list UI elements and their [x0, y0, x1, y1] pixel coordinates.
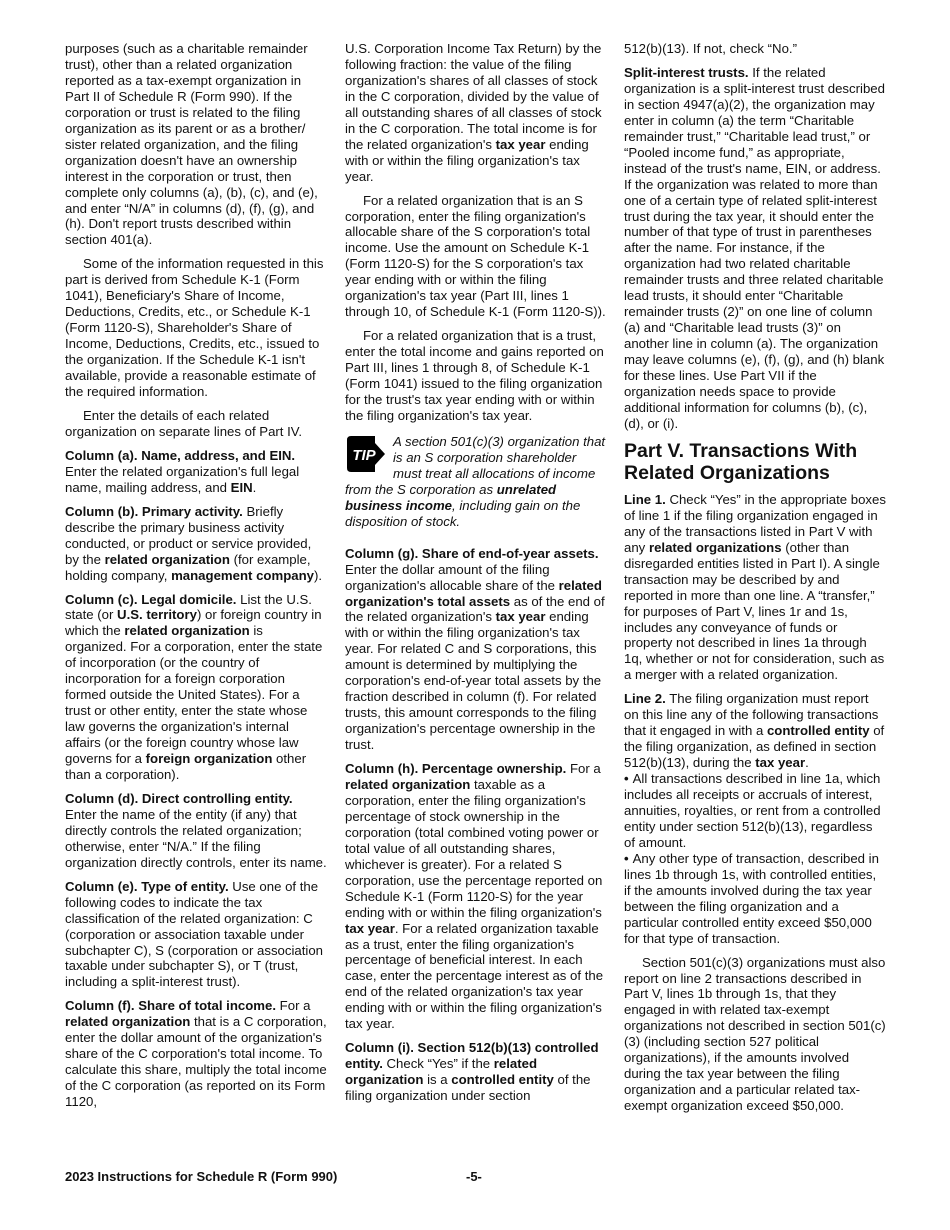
- paragraph: Enter the details of each related organization on separate lines of Part IV.: [65, 407, 303, 439]
- bullet-item: [624, 851, 886, 947]
- split-interest-section: [624, 65, 886, 432]
- paragraph: purposes (such as a charitable remainder trust), other than a related organization reported as a tax-exempt organization in Part II of Schedule R (Form 990). If the corporation or trust is related to the filing organization as its parent or as a brother/ sister related organization, and the filing organization doesn't have an ownership interest in the corporation or trust, then complete only columns (a), (b), (c), and (e), and enter “N/A” in columns (d), (f), (g), and (h). Don't report trusts described within section 401(a).: [65, 41, 318, 248]
- text: ending with or within the filing organization's tax year.: [345, 136, 589, 184]
- text: For a: [566, 761, 601, 777]
- column-left: [65, 41, 327, 1118]
- text: Briefly describe the primary business activity conducted, or product or service provided, by the: [65, 503, 312, 567]
- text: . For a related organization taxable as a trust, enter the filing organization's percentage of beneficial interest. In each case, enter the percentage interest as of the end of the related organization's tax year ending with or within the filing organization's tax year.: [345, 920, 604, 1032]
- column-right: [624, 41, 886, 1122]
- text: .: [805, 755, 809, 771]
- bold-term: U.S. territory: [117, 607, 197, 623]
- bold-term: related organization: [124, 623, 250, 639]
- paragraph: 512(b)(13). If not, check “No.”: [624, 41, 797, 56]
- text: of the filing organization, as defined in section 512(b)(13), during the: [624, 723, 885, 771]
- text: For a: [276, 998, 311, 1014]
- section-heading: Column (f). Share of total income.: [65, 998, 277, 1014]
- section-heading: Line 1.: [624, 491, 666, 507]
- bold-term: related organization: [345, 1056, 538, 1088]
- section-heading: Column (h). Percentage ownership.: [345, 761, 567, 777]
- text: Any other type of transaction, described in lines 1b through 1s, with controlled entities, if the amounts involved during the tax year between the filing organization and a particular controlled entity exceed $50,000 for that type of transaction.: [624, 850, 879, 946]
- section-heading: Line 2.: [624, 691, 666, 707]
- column-h-section: [345, 761, 607, 1032]
- text: List the U.S. state (or: [65, 591, 312, 623]
- section-heading: Column (d). Direct controlling entity.: [65, 790, 293, 806]
- text: If the related organization is a split-interest trust described in section 4947(a)(2), the organization may enter in column (a) the term “Charitable remainder trust,” “Charitable lead trust,” or “Pooled income fund,” as appropriate, instead of the trust's name, EIN, or address. If the organization was related to more than one of a certain type of related split-interest trust during the tax year, it should enter the number of that type of trust in parentheses after the name. For instance, if the organization had two related charitable remainder trusts and three related charitable lead trusts, it should enter “Charitable remainder trusts (2)” on one line of column (a) and “Charitable lead trusts (3)” on another line in column (a). The organization may leave columns (e), (f), (g), and (h) blank for these lines. Use Part VII if the organization needs space to provide additional information for columns (b), (c), (d), or (i).: [624, 64, 885, 431]
- section-heading: Column (i). Section 512(b)(13) controlled entity.: [345, 1040, 599, 1072]
- bold-term: tax year: [755, 755, 806, 771]
- text: All transactions described in line 1a, which includes all receipts or accruals of interest, annuities, royalties, or rent from a controlled entity under section 512(b)(13), regardless of amount.: [624, 771, 881, 850]
- tip-note: [345, 434, 607, 530]
- paragraph: For a related organization that is an S corporation, enter the filing organization's allocable share of the S corporation's total income. Use the amount on Schedule K-1 (Form 1120-S) for the S corporation's tax year ending with or within the filing organization's tax year (Part III, lines 1 through 10, of Schedule K-1 (Form 1120-S)).: [345, 192, 606, 320]
- text: is organized. For a corporation, enter the state of incorporation (or the country of incorporation for a foreign corporation formed outside the United States). For a trust or other entity, enter the state whose law governs the organization's internal affairs (or the foreign country whose law governs for a: [65, 623, 323, 767]
- bold-term: related organization's total assets: [345, 577, 602, 609]
- section-heading: Column (a). Name, address, and EIN.: [65, 447, 296, 463]
- bullet-item: [624, 771, 886, 851]
- text: as of the end of the related organization's: [345, 593, 605, 625]
- column-e-section: [65, 879, 327, 991]
- section-heading: Column (c). Legal domicile.: [65, 591, 237, 607]
- text: ending with or within the filing organization's tax year. For related C and S corporations, this amount is determined by multiplying the corporation's end-of-year total assets by the fraction described in column (f). For related trusts, this amount corresponds to the filing organization's percentage ownership in the trust.: [345, 609, 602, 753]
- line-1-section: [624, 492, 886, 683]
- paragraph: For a related organization that is a trust, enter the total income and gains reported on Part III, lines 1 through 8, of Schedule K-1 (Form 1041) issued to the filing organization for the trust's tax year ending with or within the filing organization's tax year.: [345, 328, 604, 423]
- text: that is a C corporation, enter the dollar amount of the organization's share of the C corporation's total income. To calculate this share, multiply the total income of the C corporation (as reported on its Form 1120,: [65, 1014, 327, 1110]
- bold-term: EIN: [230, 479, 253, 495]
- column-b-section: [65, 504, 327, 584]
- text: is a: [423, 1072, 452, 1088]
- text: Check “Yes” in the appropriate boxes of line 1 if the filing organization engaged in any of the transactions listed in Part V with any: [624, 491, 886, 555]
- bold-term: tax year: [495, 136, 546, 152]
- text: (other than disregarded entities listed in Part I). A single transaction may be described by and reported in more than one line. A “transfer,” for purposes of Part V, lines 1r and 1s, includes any conveyance of funds or property not described in lines 1a through 1q, whether or not for consideration, such as a merger with a related organization.: [624, 539, 885, 683]
- bold-term: foreign organization: [145, 751, 273, 767]
- text: A section 501(c)(3) organization that is an S corporation shareholder must treat all allocations of income from the S corporation as: [345, 433, 606, 497]
- text: Check “Yes” if the: [382, 1056, 494, 1072]
- bold-term: controlled entity: [766, 723, 870, 739]
- part-heading: Part V. Transactions With Related Organizations: [624, 439, 858, 484]
- bold-term: related organizations: [648, 539, 782, 555]
- paragraph: [345, 41, 607, 185]
- line-2-section: [624, 691, 886, 771]
- bullet-icon: •: [624, 771, 629, 787]
- bold-term: controlled entity: [451, 1072, 554, 1088]
- bullet-icon: •: [624, 850, 629, 866]
- bold-term: unrelated business income: [345, 481, 557, 513]
- text: Use one of the following codes to indicate the tax classification of the related organization: C (corporation or association taxable under subchapter C), S (corporation or association taxable under subchapter S), or T (trust, including a split-interest trust).: [65, 878, 324, 990]
- text: , including gain on the disposition of stock.: [345, 497, 581, 529]
- bold-term: tax year: [345, 920, 395, 936]
- text: ) or foreign country in which the: [65, 607, 322, 639]
- page-number: -5-: [466, 1169, 482, 1184]
- text: Enter the dollar amount of the filing organization's allocable share of the: [345, 561, 559, 593]
- column-c-section: [65, 592, 327, 783]
- column-i-section: [345, 1040, 607, 1104]
- tip-label: TIP: [352, 446, 376, 464]
- text: (for example, holding company,: [65, 551, 311, 583]
- paragraph: Section 501(c)(3) organizations must also report on line 2 transactions described in Part V, lines 1b through 1s, that they engaged in with related tax-exempt organizations not described in section 501(c)(3) (including section 527 political organizations), if the amounts involved during the tax year between the filing organization and a particular related tax-exempt organization exceed $50,000.: [624, 954, 886, 1114]
- bold-term: tax year: [495, 609, 546, 625]
- text: .: [252, 479, 257, 495]
- text: Enter the related organization's full legal name, mailing address, and: [65, 463, 300, 495]
- column-d-section: [65, 791, 327, 871]
- text: Enter the name of the entity (if any) that directly controls the related organization; otherwise, enter “N/A.” If the filing organization directly controls, enter its name.: [65, 806, 327, 870]
- text: ).: [313, 567, 323, 583]
- text: of the filing organization under section: [345, 1072, 591, 1104]
- column-middle: [345, 41, 607, 1112]
- bold-term: related organization: [65, 1014, 191, 1030]
- bold-term: management company: [171, 567, 314, 583]
- text: other than a corporation).: [65, 751, 307, 782]
- text: U.S. Corporation Income Tax Return) by the following fraction: the value of the filing organization's shares of all classes of stock in the C corporation, divided by the value of all outstanding shares of all classes of stock in the C corporation. The total income is for the related organization's: [345, 41, 602, 152]
- section-heading: Column (e). Type of entity.: [65, 878, 229, 894]
- column-g-section: [345, 546, 607, 753]
- section-heading: Column (g). Share of end-of-year assets.: [345, 545, 599, 561]
- column-a-section: [65, 448, 327, 496]
- bold-term: related organization: [345, 776, 471, 792]
- footer-title: 2023 Instructions for Schedule R (Form 990): [65, 1169, 338, 1184]
- bold-term: related organization: [104, 551, 230, 567]
- text: taxable as a corporation, enter the filing organization's percentage of stock ownership in the corporation (total combined voting power or total value of all outstanding shares, whichever is greater). For a related S corporation, use the percentage reported on Schedule K-1 (Form 1120-S) for the year ending with or within the filing organization's: [345, 776, 603, 920]
- section-heading: Split-interest trusts.: [624, 64, 749, 80]
- section-heading: Column (b). Primary activity.: [65, 503, 243, 519]
- text: The filing organization must report on this line any of the following transactions that it engaged in with a: [624, 691, 879, 739]
- tip-icon: [345, 434, 387, 474]
- column-f-section: [65, 998, 327, 1110]
- paragraph: Some of the information requested in this part is derived from Schedule K-1 (Form 1041), Beneficiary's Share of Income, Deductions, Credits, etc., or Schedule K-1 (Form 1120-S), Shareholder's Share of Income, Deductions, Credits, etc., issued to the organization. If the Schedule K-1 isn't available, provide a reasonable estimate of the required information.: [65, 256, 324, 400]
